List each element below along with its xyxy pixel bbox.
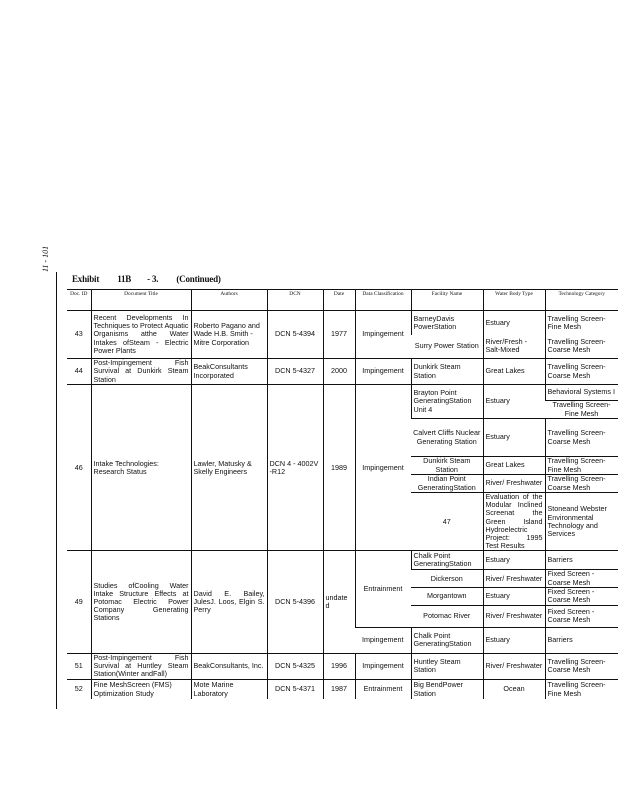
water-body: Great Lakes <box>483 457 545 475</box>
table-row <box>67 311 618 335</box>
water-body: River/ Freshwater <box>483 475 545 493</box>
doc-authors: BeakConsultants, Inc. <box>191 653 267 679</box>
technology: Fixed Screen - Coarse Mesh <box>545 605 618 627</box>
technology: Travelling Screen-Coarse Mesh <box>545 359 618 385</box>
exhibit-suffix: - 3. <box>147 274 159 284</box>
exhibit-heading <box>72 274 237 284</box>
technology: Travelling Screen-Coarse Mesh <box>545 419 618 457</box>
doc-date: 1989 <box>323 385 355 551</box>
technology: Travelling Screen-Coarse Mesh <box>545 475 618 493</box>
facility-name: Huntley Steam Station <box>411 653 483 679</box>
technology: Travelling Screen-Fine Mesh <box>545 679 618 699</box>
doc-title: Recent Developments In Techniques to Protect Aquatic Organisms atthe Water Intakes ofSteam - Electric Power Plants <box>91 311 191 359</box>
facility-name: Dunkirk Steam Station <box>411 457 483 475</box>
doc-classification: Entrainment <box>355 551 411 627</box>
doc-date: 1977 <box>323 311 355 359</box>
facility-name: Dickerson <box>411 570 483 587</box>
doc-id: 47 <box>411 493 483 551</box>
water-body: River/ Freshwater <box>483 570 545 587</box>
facility-name: Big BendPower Station <box>411 679 483 699</box>
facility-name: BarneyDavis PowerStation <box>411 311 483 335</box>
header-water-body: Water Body Type <box>483 290 545 311</box>
doc-date: 1996 <box>323 653 355 679</box>
water-body: River/ Freshwater <box>483 653 545 679</box>
doc-id: 52 <box>74 684 83 694</box>
facility-name: Indian Point GeneratingStation <box>411 475 483 493</box>
doc-id: 51 <box>67 653 91 679</box>
doc-id: 49 <box>67 551 91 653</box>
facility-name: Morgantown <box>411 587 483 605</box>
doc-date: 2000 <box>323 359 355 385</box>
exhibit-continued: (Continued) <box>176 274 221 284</box>
water-body: Estuary <box>483 627 545 653</box>
technology: Travelling Screen-Fine Mesh <box>545 401 618 419</box>
doc-dcn: DCN 5-4396 <box>267 551 323 653</box>
doc-date: 1987 <box>323 679 355 699</box>
doc-title: Post-Impingement Fish Survival at Huntley Steam Station(Winter andFall) <box>91 653 191 679</box>
water-body: River/ Freshwater <box>483 605 545 627</box>
facility-name: Chalk Point GeneratingStation <box>411 627 483 653</box>
technology: Travelling Screen-Fine Mesh <box>545 311 618 335</box>
facility-name: Brayton Point GeneratingStation Unit 4 <box>411 385 483 419</box>
doc-classification: Impingement <box>355 385 411 551</box>
margin-rule <box>56 272 57 709</box>
page-number: 11 - 101 <box>41 245 50 272</box>
doc-authors: Roberto Pagano and Wade H.B. Smith - Mitre Corporation <box>191 311 267 359</box>
water-body: Estuary <box>483 385 545 419</box>
water-body: Estuary <box>483 587 545 605</box>
doc-dcn: DCN 5-4325 <box>267 653 323 679</box>
header-dcn: DCN <box>267 290 323 311</box>
header-authors: Authors <box>191 290 267 311</box>
header-facility: Facility Name <box>411 290 483 311</box>
doc-classification: Impingement <box>355 311 411 359</box>
doc-date: undate d <box>323 551 355 653</box>
water-body: Estuary <box>483 311 545 335</box>
header-doc-id: Doc. ID <box>67 290 91 311</box>
studies-table <box>67 289 618 699</box>
table-row <box>67 679 618 699</box>
technology: Barriers <box>545 551 618 570</box>
facility-name: Chalk Point GeneratingStation <box>411 551 483 570</box>
technology: Fixed Screen - Coarse Mesh <box>545 587 618 605</box>
doc-authors: BeakConsultants Incorporated <box>191 359 267 385</box>
doc-id: 46 <box>67 385 91 551</box>
doc-id: 44 <box>67 359 91 385</box>
doc-dcn: DCN 5-4394 <box>267 311 323 359</box>
doc-title: Studies ofCooling Water Intake Structure Effects at Potomac Electric Power Company Generating Stations <box>91 551 191 653</box>
doc-authors: David E. Bailey, JulesJ. Loos, Elgin S. Perry <box>191 551 267 653</box>
table-row <box>67 653 618 679</box>
water-body: Estuary <box>483 419 545 457</box>
header-classification: Data Classification <box>355 290 411 311</box>
table-header-row <box>67 290 618 311</box>
doc-authors: Stoneand Webster Environmental Technology and Services <box>545 493 618 551</box>
technology: Behavioral Systems I <box>545 385 618 401</box>
table-row <box>67 359 618 385</box>
doc-classification: Impingement <box>355 653 411 679</box>
header-technology: Technology Category <box>545 290 618 311</box>
doc-title: Intake Technologies: Research Status <box>91 385 191 551</box>
technology: Barriers <box>545 627 618 653</box>
doc-dcn: DCN 5-4327 <box>267 359 323 385</box>
table-row <box>67 385 618 401</box>
technology: Travelling Screen-Fine Mesh <box>545 457 618 475</box>
doc-dcn: DCN 4 - 4002V -R12 <box>267 385 323 551</box>
technology: Travelling Screen-Coarse Mesh <box>545 653 618 679</box>
doc-title: Evaluation of the Modular Inclined Screenat the Green Island Hydroelectric Project: 1995 Test Results <box>483 493 545 551</box>
doc-authors: Mote Marine Laboratory <box>191 679 267 699</box>
table-row <box>67 551 618 570</box>
facility-name: Potomac River <box>411 605 483 627</box>
water-body: Estuary <box>483 551 545 570</box>
doc-title: Post-Impingement Fish Survival at Dunkirk Steam Station <box>91 359 191 385</box>
water-body: Great Lakes <box>483 359 545 385</box>
doc-id: 43 <box>67 311 91 359</box>
doc-title: Fine MeshScreen (FMS) Optimization Study <box>91 679 191 699</box>
doc-classification: Impingement <box>355 359 411 385</box>
facility-name: Surry Power Station <box>411 335 483 359</box>
exhibit-number: 11B <box>117 274 132 284</box>
exhibit-label: Exhibit <box>72 274 100 284</box>
doc-classification: Entrainment <box>355 679 411 699</box>
technology: Travelling Screen-Coarse Mesh <box>545 335 618 359</box>
doc-classification: Impingement <box>355 627 411 653</box>
doc-authors: Lawler, Matusky & Skelly Engineers <box>191 385 267 551</box>
technology: Fixed Screen - Coarse Mesh <box>545 570 618 587</box>
water-body: Ocean <box>483 679 545 699</box>
header-title: Document Title <box>91 290 191 311</box>
facility-name: Calvert Cliffs Nuclear Generating Station <box>411 419 483 457</box>
header-date: Date <box>323 290 355 311</box>
facility-name: Dunkirk Steam Station <box>411 359 483 385</box>
water-body: River/Fresh - Salt-Mixed <box>483 335 545 359</box>
doc-dcn: DCN 5-4371 <box>267 679 323 699</box>
